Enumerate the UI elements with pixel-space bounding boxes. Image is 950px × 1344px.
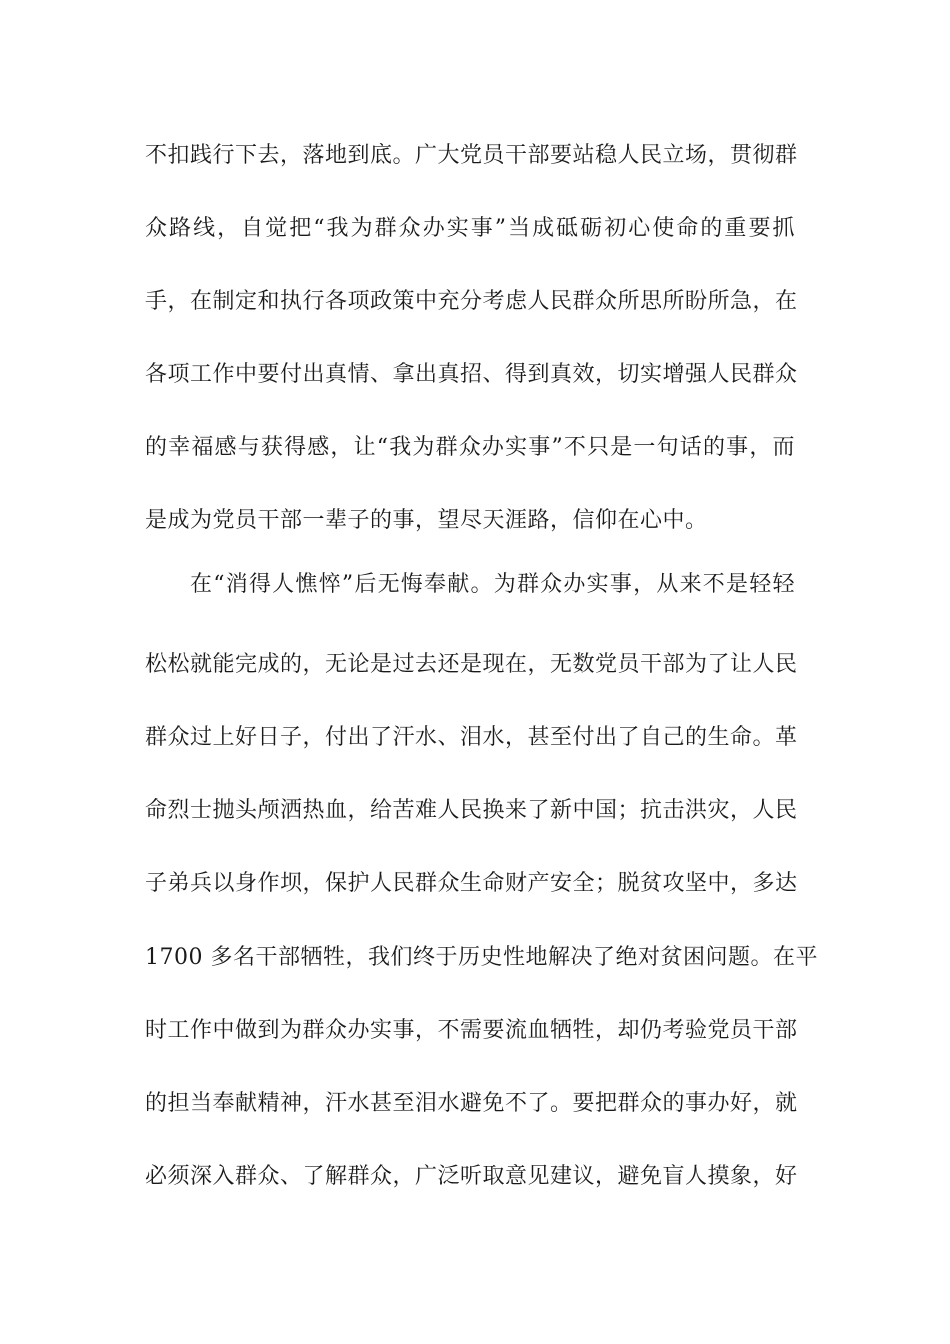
text-line: 子弟兵以身作坝，保护人民群众生命财产安全；脱贫攻坚中，多达	[145, 871, 798, 896]
text-line: 命烈士抛头颅洒热血，给苦难人民换来了新中国；抗击洪灾，人民	[145, 798, 798, 823]
text-line: 不扣践行下去，落地到底。广大党员干部要站稳人民立场，贯彻群	[145, 143, 798, 168]
text-line: 松松就能完成的，无论是过去还是现在，无数党员干部为了让人民	[145, 652, 798, 677]
text-line: 时工作中做到为群众办实事，不需要流血牺牲，却仍考验党员干部	[145, 1018, 798, 1043]
text-line: 的幸福感与获得感，让“我为群众办实事”不只是一句话的事，而	[145, 435, 795, 460]
text-line: 各项工作中要付出真情、拿出真招、得到真效，切实增强人民群众	[145, 362, 798, 387]
text-line: 手，在制定和执行各项政策中充分考虑人民群众所思所盼所急，在	[145, 289, 798, 314]
text-line: 必须深入群众、了解群众，广泛听取意见建议，避免盲人摸象，好	[145, 1164, 798, 1189]
text-line: 是成为党员干部一辈子的事，望尽天涯路，信仰在心中。	[145, 508, 708, 533]
text-line: 群众过上好日子，付出了汗水、泪水，甚至付出了自己的生命。革	[145, 725, 798, 750]
text-line: 的担当奉献精神，汗水甚至泪水避免不了。要把群众的事办好，就	[145, 1091, 798, 1116]
text-line: 众路线，自觉把“我为群众办实事”当成砥砺初心使命的重要抓	[145, 216, 795, 241]
text-line: 在“消得人憔悴”后无悔奉献。为群众办实事，从来不是轻轻	[190, 572, 795, 597]
text-line: 1700 多名干部牺牲，我们终于历史性地解决了绝对贫困问题。在平	[145, 945, 818, 970]
